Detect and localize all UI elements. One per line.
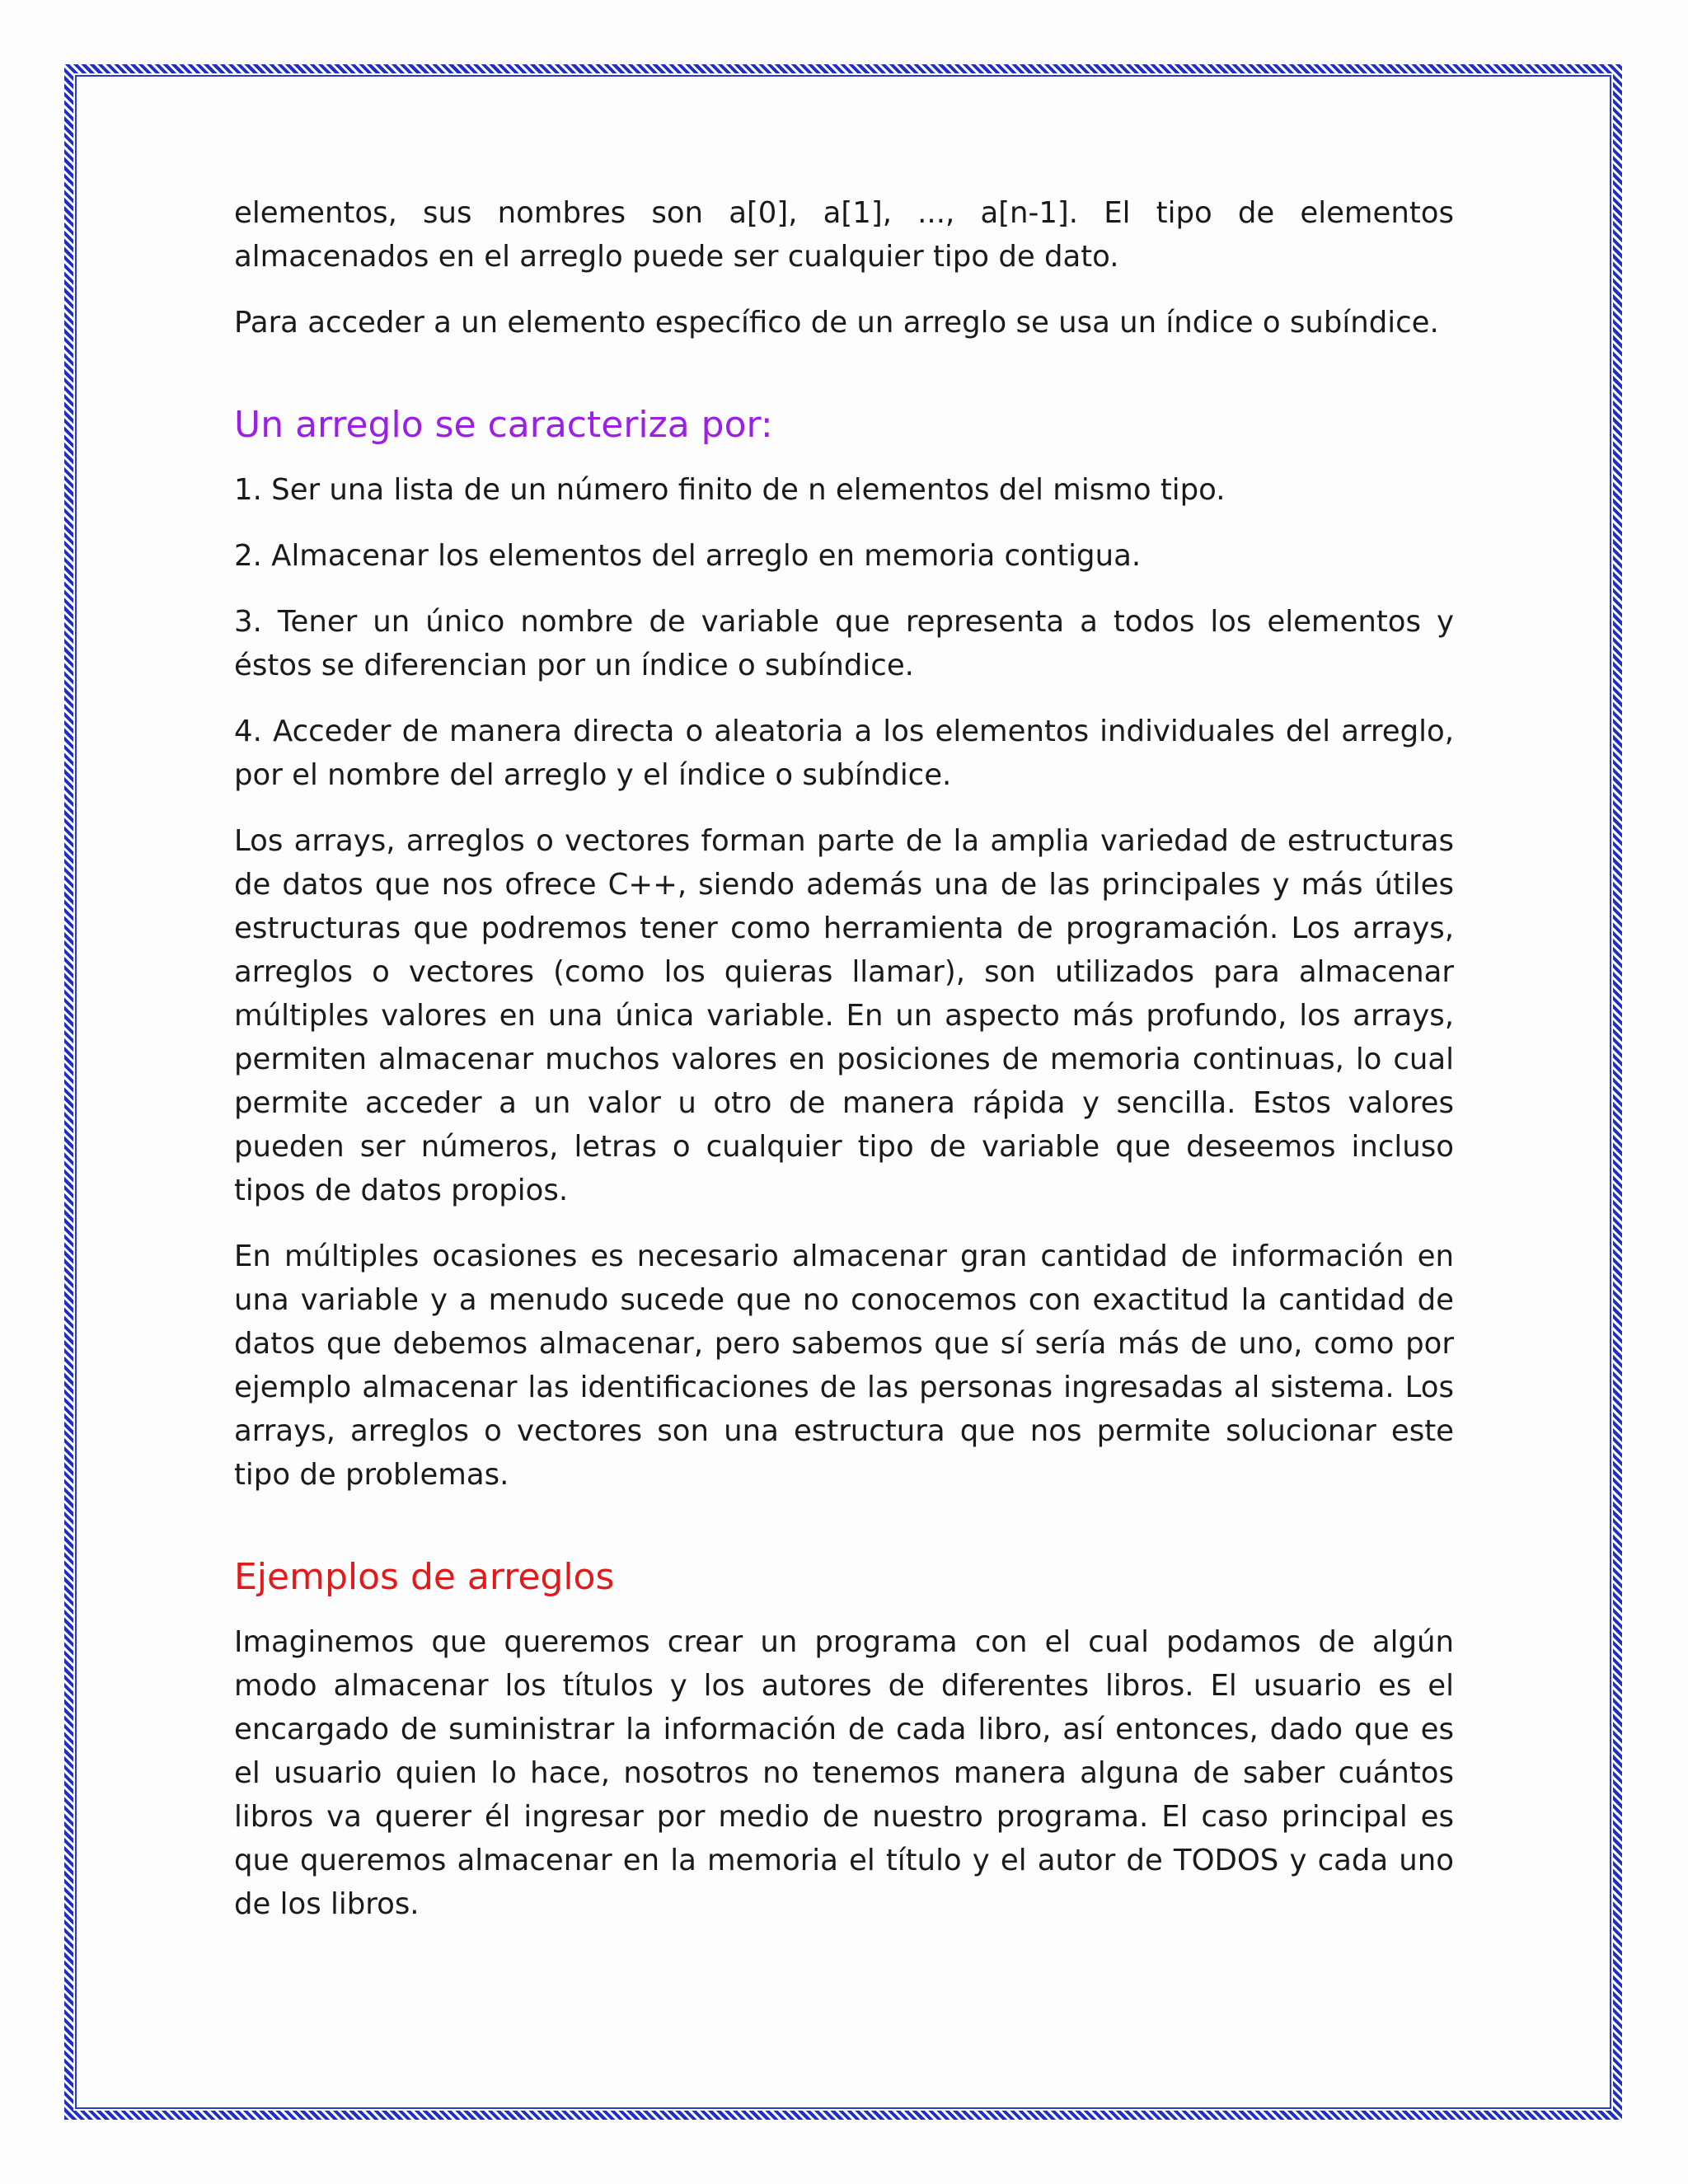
document-body [234,191,1454,1948]
list-item: 2. Almacenar los elementos del arreglo en memoria contigua. [234,539,1142,573]
list-item: 1. Ser una lista de un número finito de n elementos del mismo tipo. [234,473,1226,507]
list-item: 3. Tener un único nombre de variable que representa a todos los elementos y éstos se diferencian por un índice o subíndice. [234,605,1454,682]
list-item: 4. Acceder de manera directa o aleatoria a los elementos individuales del arreglo, por el nombre del arreglo y el índice o subíndice. [234,715,1454,792]
paragraph-arrays: Los arrays, arreglos o vectores forman parte de la amplia variedad de estructuras de datos que nos ofrece C++, siendo además una de las principales y más útiles estructuras que podremos tener como herramienta de programación. Los arrays, arreglos o vectores (como los quieras llamar), son utilizados para almacenar múltiples valores en una única variable. En un aspecto más profundo, los arrays, permiten almacenar muchos valores en posiciones de memoria continuas, lo cual permite acceder a un valor u otro de manera rápida y sencilla. Estos valores pueden ser números, letras o cualquier tipo de variable que deseemos incluso tipos de datos propios. [234,824,1454,1207]
heading-caracteristicas: Un arreglo se caracteriza por: [234,404,773,446]
intro-paragraph-2: Para acceder a un elemento específico de un arreglo se usa un índice o subíndice. [234,306,1439,340]
heading-ejemplos: Ejemplos de arreglos [234,1556,615,1598]
paragraph-ejemplo: Imaginemos que queremos crear un programa con el cual podamos de algún modo almacenar los títulos y los autores de diferentes libros. El usuario es el encargado de suministrar la información de cada libro, así entonces, dado que es el usuario quien lo hace, nosotros no tenemos manera alguna de saber cuántos libros va querer él ingresar por medio de nuestro programa. El caso principal es que queremos almacenar en la memoria el título y el autor de TODOS y cada uno de los libros. [234,1625,1454,1921]
intro-paragraph-1: elementos, sus nombres son a[0], a[1], ..., a[n-1]. El tipo de elementos almacenados en el arreglo puede ser cualquier tipo de dato. [234,196,1454,274]
paragraph-ocasiones: En múltiples ocasiones es necesario almacenar gran cantidad de información en una variable y a menudo sucede que no conocemos con exactitud la cantidad de datos que debemos almacenar, pero sabemos que sí sería más de uno, como por ejemplo almacenar las identificaciones de las personas ingresadas al sistema. Los arrays, arreglos o vectores son una estructura que nos permite solucionar este tipo de problemas. [234,1240,1454,1492]
